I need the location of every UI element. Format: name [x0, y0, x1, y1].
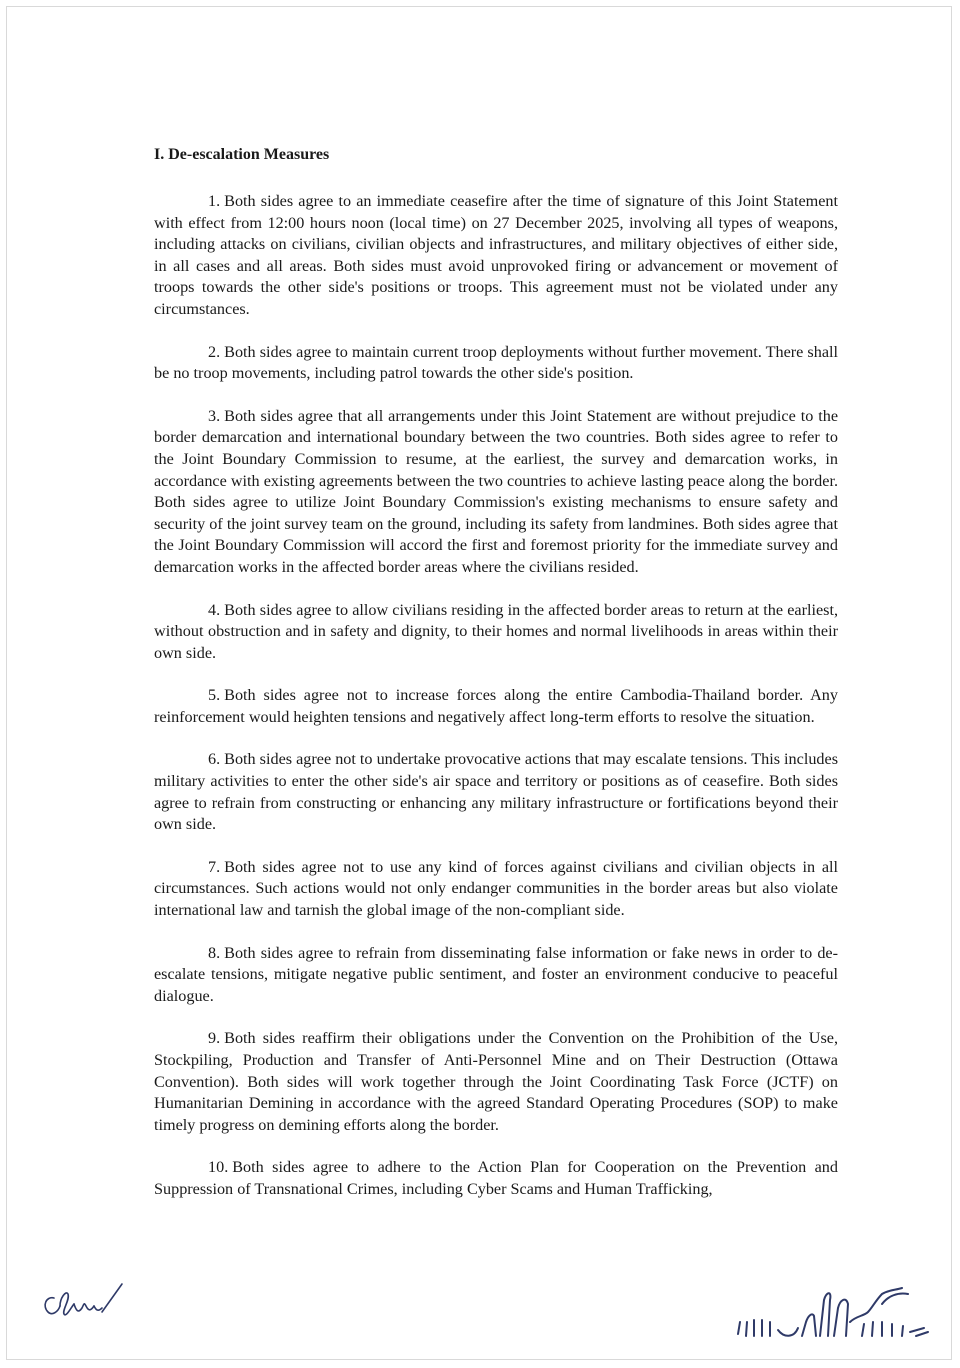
handwritten-initials-icon [38, 1276, 128, 1326]
paragraph-text: Both sides agree not to increase forces along the entire Cambodia-Thailand border. Any reinforcement would heighten tensions and negatively affect long-term efforts to resolve the situation. [154, 686, 838, 726]
paragraph-1 [154, 191, 838, 321]
paragraph-text: Both sides agree to adhere to the Action Plan for Cooperation on the Prevention and Suppression of Transnational Crimes, including Cyber Scams and Human Trafficking, [154, 1158, 838, 1198]
document-body [154, 145, 838, 1222]
paragraph-text: Both sides reaffirm their obligations under the Convention on the Prohibition of the Use, Stockpiling, Production and Transfer of Anti-Personnel Mine and on Their Destruction (Ottawa Convention). Both sides will work together through the Joint Coordinating Task Force (JCTF) on Humanitarian Demining in accordance with the agreed Standard Operating Procedures (SOP) to make timely progress on demining efforts along the border. [154, 1029, 838, 1134]
paragraph-text: Both sides agree not to undertake provocative actions that may escalate tensions. This includes military activities to enter the other side's air space and territory or positions as of ceasefire. Both sides agree to refrain from constructing or enhancing any military infrastructure or fortifications beyond their own side. [154, 750, 838, 834]
paragraph-8 [154, 943, 838, 1008]
paragraph-number: 1. [208, 192, 221, 210]
paragraph-9 [154, 1028, 838, 1136]
paragraph-4 [154, 600, 838, 665]
paragraph-text: Both sides agree to refrain from disseminating false information or fake news in order to de-escalate tensions, mitigate negative public sentiment, and foster an environment conducive to peaceful dialogue. [154, 943, 838, 1005]
paragraph-text: Both sides agree to an immediate ceasefire after the time of signature of this Joint Statement with effect from 12:00 hours noon (local time) on 27 December 2025, involving all types of weapons, including attacks on civilians, civilian objects and infrastructures, and military objectives of either side, in all cases and all areas. Both sides must avoid unprovoked firing or advancement or movement of troops towards the other side's positions or troops. This agreement must not be violated under any circumstances. [154, 192, 838, 318]
paragraph-number: 8. [208, 943, 221, 962]
paragraph-number: 6. [208, 750, 221, 769]
paragraph-5 [154, 685, 838, 728]
paragraph-3 [154, 406, 838, 579]
paragraph-number: 4. [208, 600, 221, 619]
paragraph-text: Both sides agree to maintain current troop deployments without further movement. There shall be no troop movements, including patrol towards the other side's position. [154, 342, 838, 383]
paragraph-number: 7. [208, 857, 221, 876]
paragraph-number: 9. [208, 1029, 221, 1048]
paragraph-number: 2. [208, 342, 221, 361]
paragraph-number: 5. [208, 686, 221, 705]
paragraph-6 [154, 749, 838, 835]
handwritten-signature-icon [732, 1282, 942, 1348]
paragraph-2 [154, 342, 838, 385]
paragraph-7 [154, 857, 838, 922]
section-heading: I. De-escalation Measures [154, 146, 330, 163]
paragraph-text: Both sides agree that all arrangements under this Joint Statement are without prejudice to the border demarcation and international boundary between the two countries. Both sides agree to refer to the Joint Boundary Commission to resume, at the earliest, the survey and demarcation works, in accordance with existing agreements between the two countries to achieve lasting peace along the border. Both sides agree to utilize Joint Boundary Commission's existing mechanisms to ensure safety and security of the joint survey team on the ground, including its safety from landmines. Both sides agree that the Joint Boundary Commission will accord the first and foremost priority for the immediate survey and demarcation works in the affected border areas where the civilians resided. [154, 406, 838, 576]
paragraph-10 [154, 1157, 838, 1200]
paragraph-text: Both sides agree to allow civilians residing in the affected border areas to return at the earliest, without obstruction and in safety and dignity, to their homes and normal livelihoods in areas within their own side. [154, 600, 838, 662]
paragraph-number: 10. [208, 1158, 229, 1177]
paragraph-number: 3. [208, 406, 221, 425]
paragraph-text: Both sides agree not to use any kind of forces against civilians and civilian objects in all circumstances. Such actions would not only endanger communities in the border areas but also violate international law and tarnish the global image of the non-compliant side. [154, 857, 838, 920]
